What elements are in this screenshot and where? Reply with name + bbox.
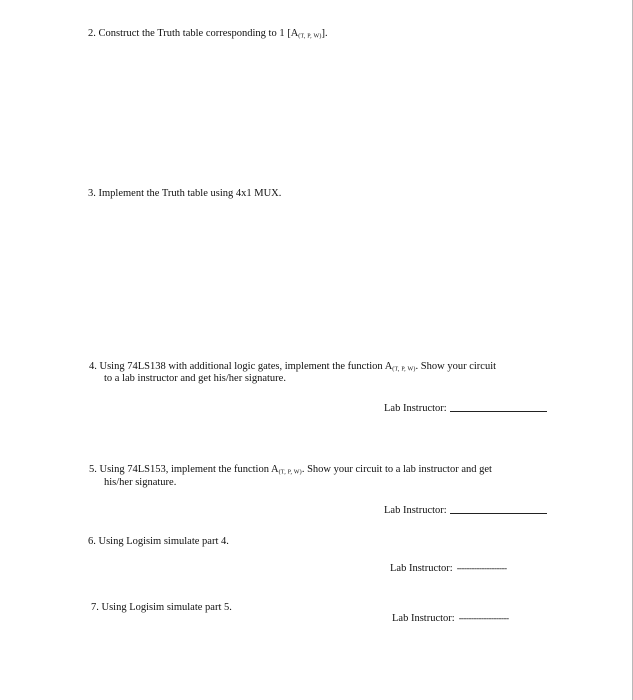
signature-line-q6 — [390, 562, 507, 575]
signature-label: Lab Instructor: — [392, 613, 455, 624]
question-4-line-2: to a lab instructor and get his/her signature. — [104, 373, 286, 384]
question-4-suffix: . Show your circuit — [415, 361, 497, 372]
signature-underline — [450, 513, 547, 514]
signature-line-q5 — [384, 504, 547, 517]
question-2-subscript: (T, P, W) — [298, 33, 322, 40]
question-5-suffix: . Show your circuit to a lab instructor and get — [301, 464, 492, 475]
signature-dashes: -------------------- — [458, 613, 509, 623]
question-3: 3. Implement the Truth table using 4x1 MUX. — [88, 188, 282, 199]
question-5-subscript: (T, P, W) — [278, 469, 302, 476]
signature-dashes: -------------------- — [456, 563, 507, 573]
signature-line-q7 — [392, 612, 509, 625]
signature-label: Lab Instructor: — [384, 403, 447, 414]
question-4-text: 4. Using 74LS138 with additional logic gates, implement the function A — [89, 361, 393, 372]
signature-line-q4 — [384, 402, 547, 415]
question-2-suffix: ]. — [321, 28, 328, 39]
question-5-line-2: his/her signature. — [104, 477, 177, 488]
question-4-subscript: (T, P, W) — [392, 366, 416, 373]
question-6: 6. Using Logisim simulate part 4. — [88, 536, 229, 547]
question-5-text: 5. Using 74LS153, implement the function A — [89, 464, 279, 475]
question-2-text: 2. Construct the Truth table corresponding to 1 [A — [88, 28, 299, 39]
question-7: 7. Using Logisim simulate part 5. — [91, 602, 232, 613]
signature-underline — [450, 411, 547, 412]
signature-label: Lab Instructor: — [390, 563, 453, 574]
signature-label: Lab Instructor: — [384, 505, 447, 516]
question-2 — [88, 27, 328, 44]
